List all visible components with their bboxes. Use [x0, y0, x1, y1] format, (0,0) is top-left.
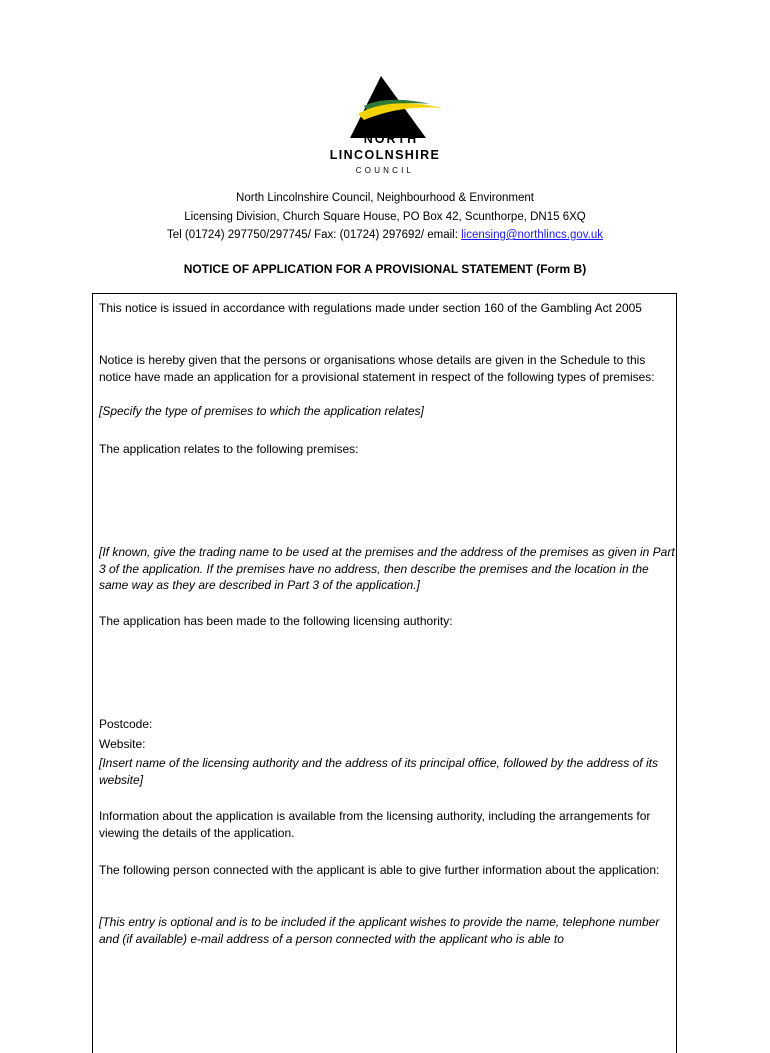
email-link[interactable]: licensing@northlincs.gov.uk	[461, 229, 603, 241]
logo-line-north: NORTH	[363, 132, 419, 146]
address-line-1: North Lincolnshire Council, Neighbourhood & Environment	[236, 192, 534, 204]
gambling-act-statement: This notice is issued in accordance with regulations made under section 160 of the Gambling Act 2005	[99, 301, 642, 315]
form-title: NOTICE OF APPLICATION FOR A PROVISIONAL STATEMENT (Form B)	[183, 262, 587, 276]
licensing-authority-label: The application has been made to the following licensing authority:	[99, 614, 453, 628]
council-logo	[318, 72, 452, 184]
website-label: Website:	[99, 737, 146, 751]
logo-line-lincolnshire: LINCOLNSHIRE	[329, 148, 441, 162]
address-line-2: Licensing Division, Church Square House, PO Box 42, Scunthorpe, DN15 6XQ	[184, 210, 586, 223]
contact-phone-fax: Tel (01724) 297750/297745/ Fax: (01724) 297692/ email:	[167, 229, 462, 241]
information-availability-statement: Information about the application is available from the licensing authority, including the arrangements for viewing the details of the application.	[99, 809, 651, 840]
premises-label: The application relates to the following premises:	[99, 442, 359, 456]
notice-given-statement: Notice is hereby given that the persons or organisations whose details are given in the Schedule to this notice have made an application for a provisional statement in respect of the following types of premises:	[99, 353, 655, 384]
council-address-block	[0, 189, 770, 245]
contact-line	[0, 226, 770, 245]
contact-person-statement: The following person connected with the applicant is able to give further information about the application:	[99, 863, 660, 877]
licensing-authority-instruction: [Insert name of the licensing authority and the address of its principal office, followed by the address of its website]	[99, 756, 658, 787]
postcode-label: Postcode:	[99, 717, 153, 731]
contact-person-instruction: [This entry is optional and is to be included if the applicant wishes to provide the name, telephone number and (if available) e-mail address of a person connected with the applicant who is able to	[99, 915, 660, 946]
logo-line-council: COUNCIL	[355, 166, 415, 175]
premises-instruction: [If known, give the trading name to be used at the premises and the address of the premises as given in Part 3 of the application. If the premises have no address, then describe the premises and the location in the same way as they are described in Part 3 of the application.]	[99, 545, 675, 592]
premises-type-instruction: [Specify the type of premises to which the application relates]	[99, 404, 424, 418]
